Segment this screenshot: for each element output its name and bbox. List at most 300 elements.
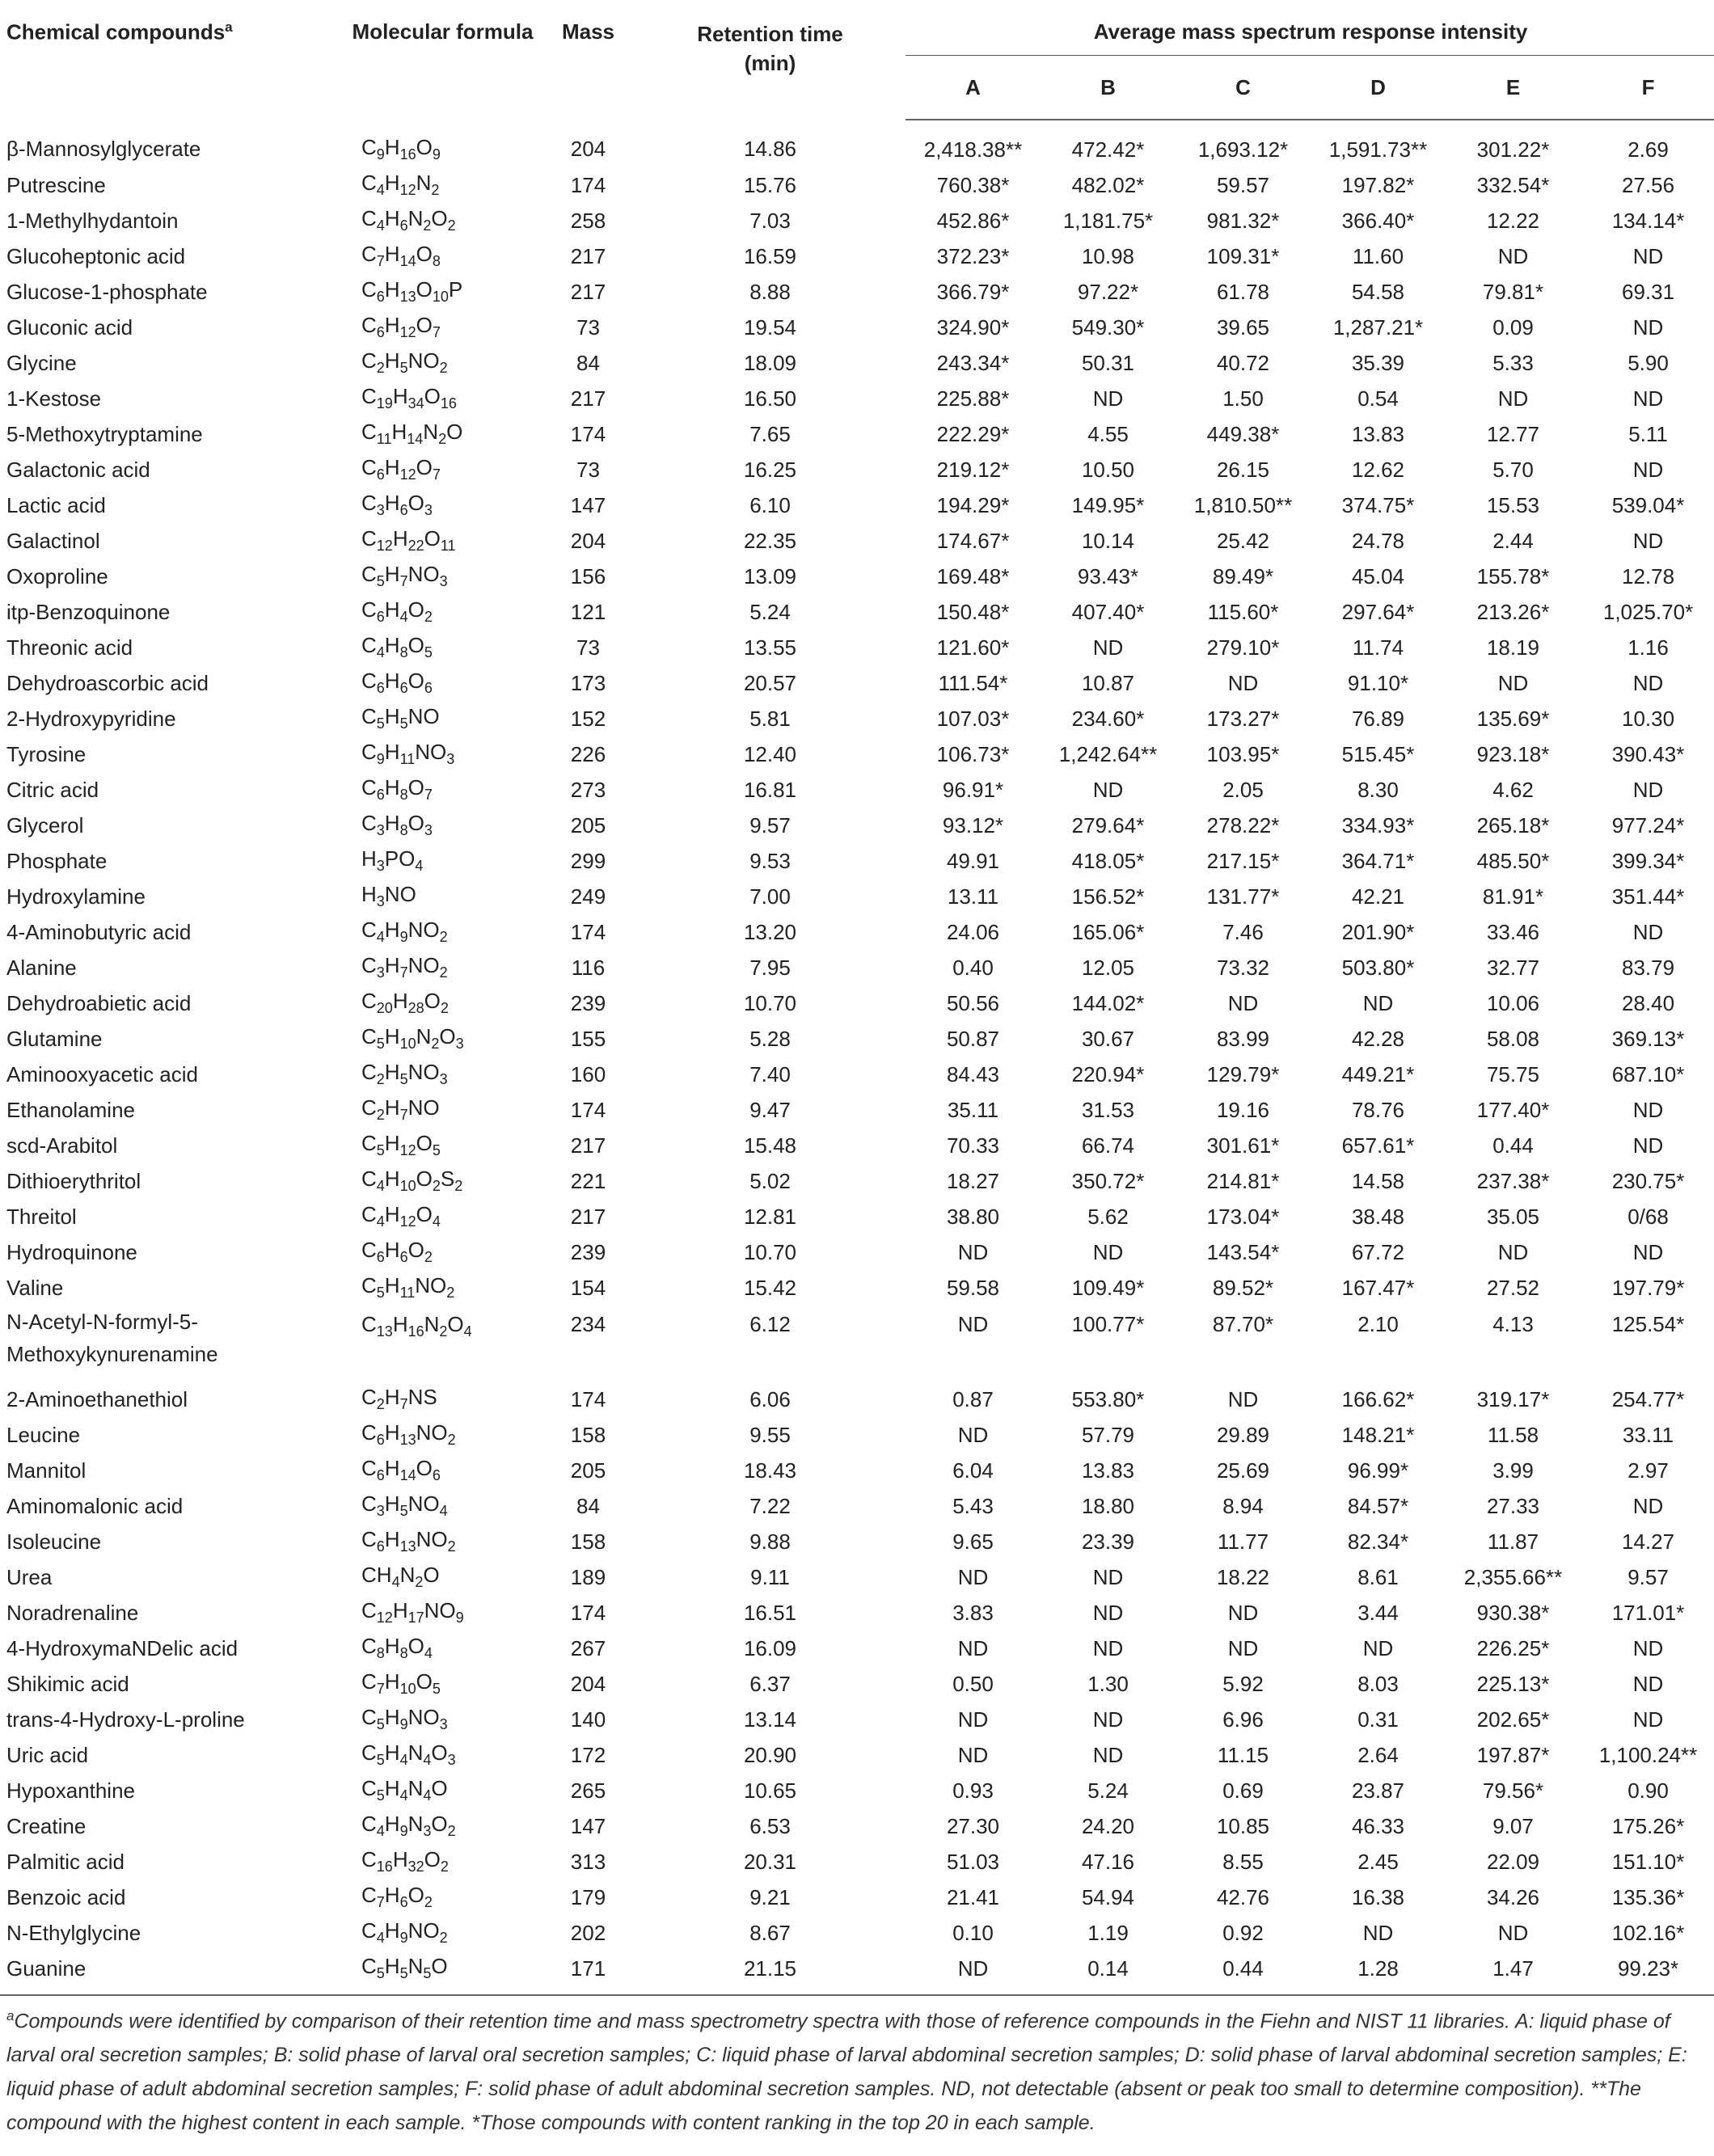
intensity-a: 27.30 — [946, 1813, 1000, 1838]
intensity-d: 12.62 — [1351, 457, 1405, 482]
intensity-c: 2.05 — [1222, 777, 1264, 802]
intensity-b: ND — [1092, 1707, 1124, 1732]
intensity-c: 7.46 — [1222, 919, 1264, 944]
intensity-b: 23.39 — [1081, 1529, 1135, 1554]
table-row — [0, 843, 1714, 879]
header-retention-time: Retention time (min) — [697, 22, 843, 75]
molecular-formula: $C_6H_6O_6$ — [361, 669, 433, 697]
table-row — [0, 1559, 1714, 1595]
intensity-c: 1.50 — [1222, 386, 1264, 411]
compound-name: Galactonic acid — [6, 457, 150, 482]
molecular-formula: $C_6H_6O_2$ — [361, 1238, 433, 1266]
mass-value: 73 — [576, 314, 600, 340]
intensity-c: 1,810.50** — [1193, 492, 1293, 517]
table-row — [0, 1163, 1714, 1199]
table-row — [0, 167, 1714, 203]
intensity-c: 8.94 — [1222, 1493, 1264, 1518]
compound-name: scd-Arabitol — [6, 1133, 118, 1158]
intensity-d: 2.64 — [1357, 1742, 1399, 1767]
molecular-formula: $C_2H_5NO_2$ — [361, 348, 448, 377]
intensity-e: 226.25* — [1476, 1635, 1550, 1660]
intensity-b: 549.30* — [1071, 314, 1145, 340]
table-footnote: $^a$Compounds were identified by comparison of their retention time and mass spectrometry spectra with those of reference compounds in the Fiehn and NIST 11 libraries. A: liquid phase of larval oral secretion samples; B: solid phase of larval oral secretion samples; C: liquid phase of larval abdominal secretion samples; D: solid phase of larval abdominal secretion samples; E: liquid phase of adult abdominal secretion samples; F: solid phase of adult abdominal secretion samples. ND, not detectable (absent or peak too small to determine composition). **The compound with the highest content in each sample. *Those compounds with content ranking in the top 20 in each sample. — [6, 2008, 1687, 2135]
mass-value: 147 — [570, 492, 606, 517]
table-row — [0, 736, 1714, 772]
intensity-d: 166.62* — [1341, 1386, 1415, 1411]
compound-name: Putrescine — [6, 172, 106, 197]
intensity-c: 449.38* — [1206, 421, 1280, 446]
intensity-b: 13.83 — [1081, 1458, 1135, 1483]
intensity-b: 30.67 — [1081, 1026, 1135, 1051]
intensity-b: 10.98 — [1081, 243, 1135, 268]
table-row — [0, 1453, 1714, 1488]
table-row — [0, 1488, 1714, 1524]
intensity-d: ND — [1362, 990, 1394, 1015]
intensity-f: ND — [1632, 1635, 1664, 1660]
intensity-a: 93.12* — [942, 812, 1004, 838]
intensity-b: ND — [1092, 1564, 1124, 1589]
intensity-f: 10.30 — [1621, 706, 1675, 731]
mass-value: 73 — [576, 457, 600, 482]
molecular-formula: $C_5H_{11}NO_2$ — [361, 1273, 455, 1302]
intensity-d: 1.28 — [1311, 1951, 1446, 1995]
table-row — [0, 1702, 1714, 1737]
table-row — [0, 274, 1714, 310]
intensity-b: ND — [1092, 777, 1124, 802]
mass-value: 121 — [570, 599, 606, 624]
mass-value: 273 — [570, 777, 606, 802]
intensity-d: 23.87 — [1351, 1778, 1405, 1803]
table-row — [0, 808, 1714, 843]
table-row — [0, 203, 1714, 238]
intensity-f: 125.54* — [1611, 1312, 1685, 1336]
intensity-b: 109.49* — [1071, 1275, 1145, 1300]
retention-time: 9.57 — [749, 812, 791, 838]
compound-name: Galactinol — [6, 528, 100, 553]
intensity-d: 1,287.21* — [1332, 314, 1424, 340]
intensity-f: 28.40 — [1621, 990, 1675, 1015]
table-row — [0, 1595, 1714, 1631]
intensity-b: 220.94* — [1071, 1061, 1145, 1086]
compound-name: Glucoheptonic acid — [6, 243, 186, 268]
intensity-c: 25.42 — [1216, 528, 1270, 553]
intensity-c: 109.31* — [1206, 243, 1280, 268]
intensity-f: ND — [1632, 314, 1664, 340]
intensity-e: 265.18* — [1476, 812, 1550, 838]
molecular-formula: $C_6H_{14}O_6$ — [361, 1456, 441, 1484]
intensity-a: ND — [906, 1951, 1041, 1995]
intensity-e: 332.54* — [1476, 172, 1550, 197]
intensity-e: 10.06 — [1486, 990, 1540, 1015]
intensity-e: 2.44 — [1492, 528, 1534, 553]
table-row — [0, 1092, 1714, 1128]
retention-time: 8.88 — [749, 279, 791, 304]
intensity-e: 32.77 — [1486, 955, 1540, 980]
retention-time: 14.86 — [743, 137, 797, 161]
intensity-d: 46.33 — [1351, 1813, 1405, 1838]
table-row — [0, 310, 1714, 345]
mass-value: 116 — [571, 955, 606, 980]
compound-name: Palmitic acid — [6, 1849, 125, 1874]
intensity-b: 5.24 — [1087, 1778, 1129, 1803]
intensity-d: 167.47* — [1341, 1275, 1415, 1300]
intensity-c: 89.52* — [1212, 1275, 1274, 1300]
mass-value: 174 — [570, 1600, 606, 1625]
intensity-c: 10.85 — [1216, 1813, 1270, 1838]
intensity-f: 151.10* — [1611, 1849, 1685, 1874]
intensity-e: 135.69* — [1476, 706, 1550, 731]
intensity-a: 13.11 — [947, 884, 999, 909]
intensity-d: 0.31 — [1357, 1707, 1399, 1732]
compound-name: Tyrosine — [6, 741, 87, 766]
retention-time: 10.70 — [743, 990, 797, 1015]
intensity-d: 84.57* — [1347, 1493, 1409, 1518]
intensity-f: ND — [1632, 1707, 1664, 1732]
intensity-e: 5.33 — [1492, 350, 1534, 375]
molecular-formula: $C_{16}H_{32}O_2$ — [361, 1847, 449, 1875]
intensity-f: 171.01* — [1611, 1600, 1685, 1625]
intensity-a: 324.90* — [936, 314, 1010, 340]
retention-time: 20.31 — [743, 1849, 797, 1874]
intensity-d: 374.75* — [1341, 492, 1415, 517]
intensity-d: 67.72 — [1351, 1239, 1405, 1264]
intensity-f: ND — [1632, 777, 1664, 802]
compound-name: Glycerol — [6, 812, 84, 838]
header-mass: Mass — [561, 19, 615, 44]
intensity-b: 156.52* — [1071, 884, 1145, 909]
mass-value: 265 — [570, 1778, 606, 1803]
intensity-d: 96.99* — [1347, 1458, 1409, 1483]
intensity-a: 225.88* — [936, 386, 1010, 411]
mass-value: 205 — [570, 812, 606, 838]
table-row — [0, 1844, 1714, 1880]
intensity-c: 29.89 — [1216, 1422, 1270, 1447]
molecular-formula: $C_2H_7NO$ — [361, 1095, 440, 1124]
header-sample-f: F — [1581, 56, 1714, 120]
intensity-f: 254.77* — [1611, 1386, 1685, 1411]
table-row — [0, 630, 1714, 665]
intensity-f: 5.11 — [1628, 421, 1668, 446]
intensity-b: 144.02* — [1071, 990, 1145, 1015]
intensity-a: 6.04 — [952, 1458, 994, 1483]
intensity-b: 93.43* — [1077, 563, 1139, 589]
retention-time: 9.55 — [749, 1422, 791, 1447]
table-row — [0, 594, 1714, 630]
intensity-b: ND — [1092, 386, 1124, 411]
molecular-formula: $C_6H_4O_2$ — [361, 597, 433, 626]
intensity-e: 0.44 — [1492, 1133, 1534, 1158]
table-row — [0, 772, 1714, 808]
intensity-b: 97.22* — [1077, 279, 1139, 304]
intensity-d: 8.30 — [1357, 777, 1399, 802]
header-average-intensity: Average mass spectrum response intensity — [906, 0, 1714, 56]
retention-time: 16.25 — [743, 457, 797, 482]
intensity-e: 79.81* — [1482, 279, 1544, 304]
retention-time: 10.70 — [743, 1239, 797, 1264]
retention-time: 6.10 — [749, 492, 791, 517]
compound-name: Oxoproline — [6, 563, 108, 589]
compound-name: Aminomalonic acid — [6, 1493, 184, 1518]
table-row — [0, 1306, 1714, 1382]
intensity-c: 26.15 — [1216, 457, 1270, 482]
mass-value: 299 — [570, 848, 606, 873]
mass-value: 174 — [570, 421, 606, 446]
table-row — [0, 523, 1714, 559]
mass-value: 158 — [570, 1529, 606, 1554]
compound-name: Glycine — [6, 350, 77, 375]
intensity-c: 115.60* — [1207, 599, 1279, 624]
retention-time: 7.95 — [749, 955, 791, 980]
intensity-d: ND — [1362, 1920, 1394, 1945]
intensity-c: 143.54* — [1206, 1239, 1280, 1264]
intensity-b: ND — [1092, 1239, 1124, 1264]
table-row — [0, 1737, 1714, 1773]
compound-name: Uric acid — [6, 1742, 89, 1767]
retention-time: 16.09 — [743, 1635, 797, 1660]
intensity-e: 213.26* — [1476, 599, 1550, 624]
table-row — [0, 665, 1714, 701]
compound-name: Shikimic acid — [6, 1671, 129, 1696]
intensity-e: 79.56* — [1482, 1778, 1544, 1803]
intensity-f: ND — [1632, 919, 1664, 944]
molecular-formula: $C_4H_9NO_2$ — [361, 1918, 448, 1947]
molecular-formula: $C_6H_{12}O_7$ — [361, 313, 441, 341]
retention-time: 18.43 — [743, 1458, 797, 1483]
intensity-b: 57.79 — [1081, 1422, 1135, 1447]
molecular-formula: $C_4H_{12}O_4$ — [361, 1202, 441, 1230]
intensity-e: 11.87 — [1487, 1529, 1539, 1554]
intensity-b: 31.53 — [1081, 1097, 1135, 1122]
intensity-c: 0.69 — [1222, 1778, 1264, 1803]
retention-time: 9.21 — [749, 1884, 791, 1909]
molecular-formula: $C_{13}H_{16}N_2O_4$ — [361, 1312, 472, 1340]
table-row — [0, 1417, 1714, 1453]
intensity-a: 107.03* — [936, 706, 1010, 731]
retention-time: 7.65 — [749, 421, 791, 446]
intensity-a: 50.56 — [946, 990, 1000, 1015]
intensity-c: 89.49* — [1212, 563, 1274, 589]
intensity-d: 364.71* — [1341, 848, 1415, 873]
mass-value: 217 — [570, 243, 606, 268]
mass-value: 140 — [570, 1707, 606, 1732]
intensity-b: ND — [1092, 1635, 1124, 1660]
intensity-c: 173.27* — [1206, 706, 1280, 731]
intensity-b: 553.80* — [1071, 1386, 1145, 1411]
intensity-d: 14.58 — [1351, 1168, 1405, 1193]
molecular-formula: $C_5H_4N_4O_3$ — [361, 1740, 456, 1769]
intensity-c: 0.44 — [1176, 1951, 1311, 1995]
molecular-formula: $C_4H_{12}N_2$ — [361, 171, 440, 199]
intensity-d: 78.76 — [1351, 1097, 1405, 1122]
intensity-c: 279.10* — [1206, 635, 1280, 660]
intensity-a: ND — [957, 1564, 989, 1589]
intensity-d: 11.74 — [1352, 635, 1404, 660]
intensity-c: 42.76 — [1216, 1884, 1270, 1909]
intensity-c: 73.32 — [1216, 955, 1270, 980]
compound-name: β-Mannosylglycerate — [6, 137, 201, 161]
molecular-formula: $C_4H_9NO_2$ — [361, 918, 448, 946]
molecular-formula: $C_4H_8O_5$ — [361, 633, 433, 661]
intensity-d: 3.44 — [1357, 1600, 1399, 1625]
intensity-f: 1,025.70* — [1602, 599, 1694, 624]
molecular-formula: $C_5H_{12}O_5$ — [361, 1131, 441, 1159]
retention-time: 7.22 — [749, 1493, 791, 1518]
mass-value: 155 — [570, 1026, 606, 1051]
retention-time: 10.65 — [743, 1778, 797, 1803]
retention-time: 16.51 — [743, 1600, 797, 1625]
mass-value: 239 — [570, 1239, 606, 1264]
intensity-f: ND — [1632, 457, 1664, 482]
intensity-e: 197.87* — [1476, 1742, 1550, 1767]
molecular-formula: $C_6H_{13}O_{10}P$ — [361, 277, 463, 306]
retention-time: 5.02 — [749, 1168, 791, 1193]
intensity-e: 930.38* — [1476, 1600, 1550, 1625]
compound-name: N-Acetyl-N-formyl-5-Methoxykynurenamine — [6, 1310, 218, 1366]
intensity-e: 237.38* — [1476, 1168, 1550, 1193]
intensity-d: 11.60 — [1352, 243, 1404, 268]
intensity-d: 197.82* — [1341, 172, 1415, 197]
intensity-a: 111.54* — [938, 670, 1008, 695]
compound-name: Glutamine — [6, 1026, 103, 1051]
intensity-e: 11.58 — [1487, 1422, 1539, 1447]
intensity-e: 34.26 — [1486, 1884, 1540, 1909]
header-formula: Molecular formula — [352, 19, 534, 44]
header-sample-d: D — [1311, 56, 1446, 120]
molecular-formula: $C_5H_7NO_3$ — [361, 562, 448, 590]
intensity-a: 121.60* — [936, 635, 1010, 660]
intensity-f: ND — [1632, 1133, 1664, 1158]
intensity-a: 38.80 — [946, 1204, 1000, 1229]
table-row — [0, 1666, 1714, 1702]
header-sample-e: E — [1446, 56, 1581, 120]
molecular-formula: $C_4H_{10}O_2S_2$ — [361, 1167, 463, 1195]
compound-name: trans-4-Hydroxy-L-proline — [6, 1707, 245, 1732]
mass-value: 204 — [570, 1671, 606, 1696]
compound-name: Hydroxylamine — [6, 884, 146, 909]
intensity-e: 75.75 — [1486, 1061, 1540, 1086]
intensity-c: ND — [1227, 1386, 1259, 1411]
molecular-formula: $C_4H_9N_3O_2$ — [361, 1812, 456, 1840]
intensity-c: 83.99 — [1216, 1026, 1270, 1051]
intensity-c: 0.92 — [1222, 1920, 1264, 1945]
table-row — [0, 701, 1714, 736]
molecular-formula: $C_{20}H_{28}O_2$ — [361, 989, 449, 1017]
intensity-f: 197.79* — [1611, 1275, 1685, 1300]
header-sample-b: B — [1041, 56, 1176, 120]
intensity-b: 1.30 — [1087, 1671, 1129, 1696]
header-compound: Chemical compounds$^a$ — [6, 19, 233, 44]
retention-time: 20.57 — [743, 670, 797, 695]
compound-name: Isoleucine — [6, 1529, 102, 1554]
molecular-formula: $C_7H_{10}O_5$ — [361, 1669, 441, 1698]
mass-value: 179 — [570, 1884, 606, 1909]
table-row — [0, 487, 1714, 523]
intensity-c: 981.32* — [1206, 208, 1280, 233]
molecular-formula: $C_{19}H_{34}O_{16}$ — [361, 384, 457, 412]
intensity-a: 760.38* — [936, 172, 1010, 197]
intensity-e: 301.22* — [1476, 137, 1550, 162]
compound-name: Hypoxanthine — [6, 1778, 135, 1803]
mass-value: 226 — [570, 741, 606, 766]
intensity-d: 42.28 — [1351, 1026, 1405, 1051]
intensity-e: 12.22 — [1486, 208, 1540, 233]
intensity-e: 33.46 — [1486, 919, 1540, 944]
intensity-e: 225.13* — [1476, 1671, 1550, 1696]
mass-value: 156 — [570, 563, 606, 589]
table-row — [0, 879, 1714, 914]
intensity-e: 319.17* — [1476, 1386, 1550, 1411]
intensity-a: 169.48* — [936, 563, 1010, 589]
intensity-a: 0.10 — [952, 1920, 994, 1945]
retention-time: 6.06 — [749, 1386, 791, 1411]
intensity-a: 3.83 — [952, 1600, 994, 1625]
intensity-f: 83.79 — [1621, 955, 1675, 980]
intensity-b: 10.50 — [1081, 457, 1135, 482]
table-row — [0, 1773, 1714, 1808]
mass-value: 217 — [570, 386, 606, 411]
intensity-c: 11.77 — [1217, 1529, 1269, 1554]
retention-time: 15.76 — [743, 172, 797, 197]
retention-time: 7.00 — [749, 884, 791, 909]
intensity-e: 58.08 — [1486, 1026, 1540, 1051]
compound-name: Mannitol — [6, 1458, 87, 1483]
intensity-b: 1,181.75* — [1062, 208, 1154, 233]
intensity-e: 12.77 — [1486, 421, 1540, 446]
mass-value: 267 — [570, 1635, 606, 1660]
intensity-f: 2.97 — [1627, 1458, 1669, 1483]
intensity-c: 8.55 — [1222, 1849, 1264, 1874]
retention-time: 7.03 — [749, 208, 791, 233]
mass-value: 158 — [570, 1422, 606, 1447]
intensity-f: 369.13* — [1611, 1026, 1685, 1051]
intensity-a: 5.43 — [952, 1493, 994, 1518]
intensity-a: 70.33 — [946, 1133, 1000, 1158]
intensity-a: ND — [957, 1239, 989, 1264]
intensity-f: 135.36* — [1611, 1884, 1685, 1909]
intensity-f: 33.11 — [1622, 1422, 1674, 1447]
intensity-a: 50.87 — [946, 1026, 1000, 1051]
intensity-c: 18.22 — [1216, 1564, 1270, 1589]
intensity-a: 243.34* — [936, 350, 1010, 375]
intensity-f: 539.04* — [1611, 492, 1685, 517]
intensity-b: 1,242.64** — [1058, 741, 1158, 766]
intensity-d: 1,591.73** — [1328, 137, 1428, 162]
mass-value: 174 — [570, 172, 606, 197]
molecular-formula: $C_5H_5N_5O$ — [344, 1951, 542, 1995]
intensity-a: 2,418.38** — [923, 137, 1023, 162]
intensity-f: 134.14* — [1611, 208, 1685, 233]
compound-name: Citric acid — [6, 777, 99, 802]
molecular-formula: $C_2H_5NO_3$ — [361, 1060, 448, 1088]
molecular-formula: $H_3PO_4$ — [361, 846, 424, 875]
table-row — [0, 1270, 1714, 1306]
intensity-f: ND — [1632, 1671, 1664, 1696]
intensity-d: 201.90* — [1341, 919, 1415, 944]
intensity-c: ND — [1227, 1635, 1259, 1660]
table-row — [0, 1382, 1714, 1417]
compound-name: Valine — [6, 1275, 64, 1300]
intensity-c: 39.65 — [1216, 314, 1270, 340]
intensity-d: 334.93* — [1341, 812, 1415, 838]
table-row — [0, 120, 1714, 167]
molecular-formula: $C_3H_7NO_2$ — [361, 953, 448, 981]
intensity-e: 5.70 — [1492, 457, 1534, 482]
molecular-formula: $C_5H_{10}N_2O_3$ — [361, 1024, 464, 1053]
intensity-a: 0.50 — [952, 1671, 994, 1696]
intensity-d: 24.78 — [1351, 528, 1405, 553]
intensity-a: ND — [957, 1635, 989, 1660]
table-row — [0, 1234, 1714, 1270]
